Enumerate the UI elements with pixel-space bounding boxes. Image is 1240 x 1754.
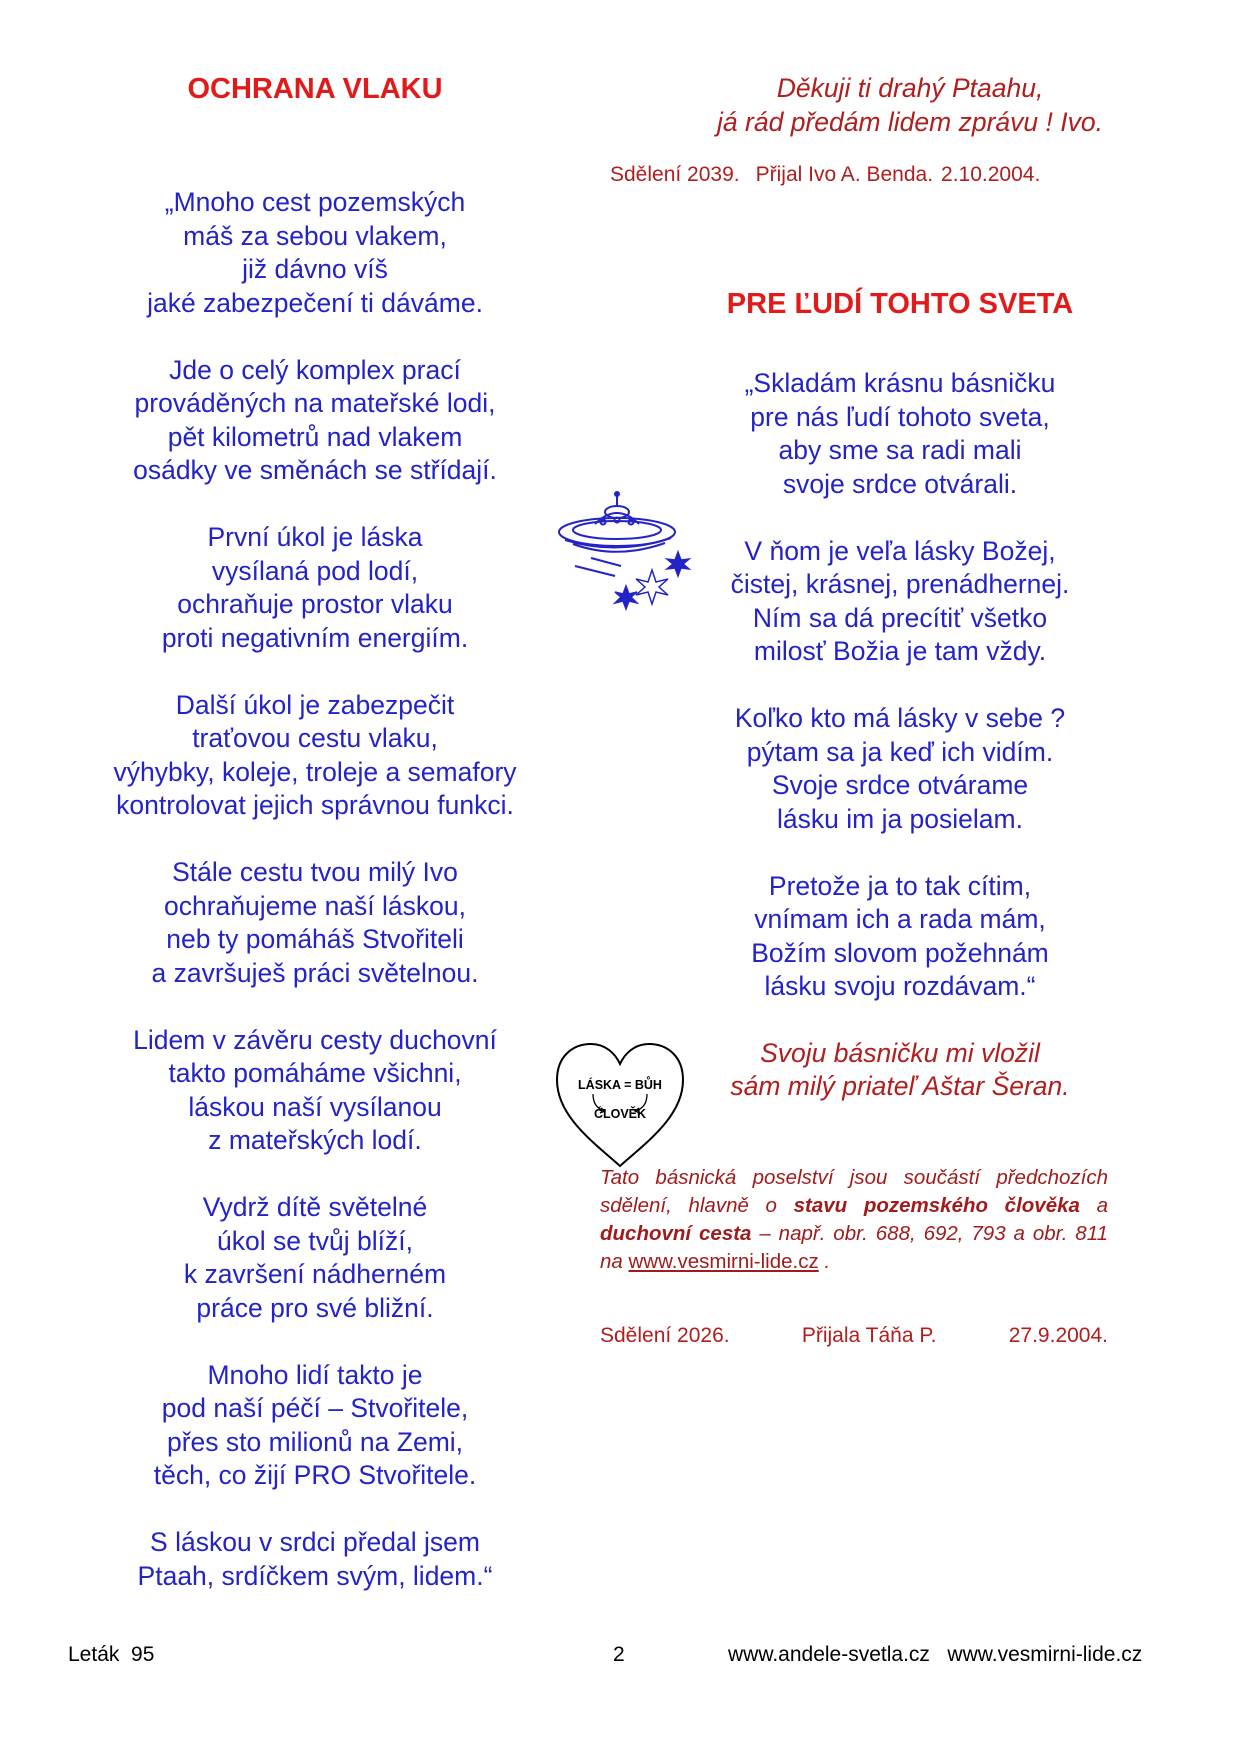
poem-line: traťovou cestu vlaku, bbox=[192, 723, 438, 753]
poem-line: „Mnoho cest pozemských bbox=[164, 187, 466, 217]
poem-line: Lidem v závěru cesty duchovní bbox=[133, 1024, 497, 1055]
footer-leaflet: Leták 95 bbox=[68, 1643, 155, 1666]
poem-line: pět kilometrů nad vlakem bbox=[167, 421, 463, 452]
poem-line: proti negativním energiím. bbox=[161, 622, 469, 653]
poem-line: svoje srdce otvárali. bbox=[782, 468, 1018, 499]
poem-stanza bbox=[70, 1359, 560, 1493]
poem-line: První úkol je láska bbox=[207, 522, 423, 552]
poem-line: Ptaah, srdíčkem svým, lidem.“ bbox=[137, 1560, 493, 1591]
signature-line: Svoju básničku mi vložil bbox=[760, 1037, 1040, 1068]
message-number: Sdělení 2026. bbox=[600, 1323, 730, 1347]
poem-stanza bbox=[70, 689, 560, 823]
poem-line: již dávno víš bbox=[242, 254, 388, 284]
message-receiver: Přijala Táňa P. bbox=[801, 1323, 937, 1347]
poem-line: Další úkol je zabezpečit bbox=[175, 689, 455, 720]
source-note: Tato básnická poselství jsou součástí předchozích sdělení, hlavně o stavu pozemského člověka a duchovní cesta – např. obr. 688, 692, 793 a obr. 811 na www.vesmirni-lide.cz . bbox=[600, 1165, 1108, 1273]
thanks-note bbox=[630, 72, 1190, 139]
poem-line: aby sme sa radi mali bbox=[778, 435, 1022, 465]
poem-line: pýtam sa ja keď ich vidím. bbox=[746, 736, 1054, 767]
poem-stanza bbox=[620, 535, 1180, 669]
left-poem-title: OCHRANA VLAKU bbox=[187, 73, 443, 105]
poem-stanza bbox=[70, 186, 560, 320]
poem-line: a završuješ práci světelnou. bbox=[151, 957, 479, 988]
poem-line: máš za sebou vlakem, bbox=[183, 220, 447, 251]
poem-line: neb ty pomáháš Stvořiteli bbox=[166, 924, 464, 954]
heart-text-top: LÁSKA = BŮH bbox=[578, 1078, 662, 1092]
poem-line: lásku svoju rozdávam.“ bbox=[764, 971, 1036, 1001]
poem-stanza bbox=[620, 870, 1180, 1004]
poem-line: Stále cestu tvou milý Ivo bbox=[172, 857, 458, 887]
website-link[interactable]: www.vesmirni-lide.cz bbox=[628, 1249, 819, 1273]
poem-line: Božím slovom požehnám bbox=[751, 937, 1049, 968]
message-date: 2.10.2004. bbox=[941, 163, 1041, 186]
poem-line: V ňom je veľa lásky Božej, bbox=[744, 535, 1056, 566]
poem-line: výhybky, koleje, troleje a semafory bbox=[113, 756, 517, 787]
poem-line: Vydrž dítě světelné bbox=[202, 1192, 428, 1222]
right-poem bbox=[620, 367, 1180, 1004]
poem-line: z mateřských lodí. bbox=[208, 1125, 422, 1155]
poem-stanza bbox=[70, 856, 560, 990]
note-topic: stavu pozemského člověka bbox=[793, 1193, 1080, 1217]
signature-line: sám milý priateľ Aštar Šeran. bbox=[730, 1071, 1070, 1101]
poem-line: Pretože ja to tak cítim, bbox=[768, 870, 1032, 901]
poem-line: přes sto milionů na Zemi, bbox=[166, 1426, 464, 1457]
page-number: 2 bbox=[613, 1643, 625, 1666]
poem-line: vysílaná pod lodí, bbox=[211, 555, 419, 586]
poem-stanza bbox=[70, 1191, 560, 1325]
right-poem-title: PRE ĽUDÍ TOHTO SVETA bbox=[726, 288, 1074, 320]
poem-line: Svoje srdce otvárame bbox=[771, 770, 1029, 800]
poem-line: vnímam ich a rada mám, bbox=[754, 904, 1046, 934]
poem-line: k završení nádherném bbox=[183, 1259, 447, 1289]
poem-line: láskou naší vysílanou bbox=[188, 1091, 442, 1122]
ufo-illustration bbox=[555, 490, 700, 615]
heart-text-bottom: ČLOVĚK bbox=[593, 1107, 647, 1121]
poem-line: pod naší péčí – Stvořitele, bbox=[161, 1393, 469, 1423]
note-topic: duchovní cesta bbox=[600, 1221, 752, 1245]
poem-line: ochraňuje prostor vlaku bbox=[177, 589, 453, 619]
poem-line: „Skladám krásnu básničku bbox=[744, 368, 1056, 398]
message-receiver: Přijal Ivo A. Benda. bbox=[755, 163, 934, 186]
poem-stanza bbox=[70, 1024, 560, 1158]
footer-links[interactable]: www.andele-svetla.cz www.vesmirni-lide.cz bbox=[728, 1643, 1143, 1666]
poem-line: čistej, krásnej, prenádhernej. bbox=[730, 569, 1070, 599]
poem-stanza bbox=[70, 521, 560, 655]
poem-line: Ním sa dá precítiť všetko bbox=[752, 602, 1048, 633]
message-info-1 bbox=[610, 161, 1185, 189]
poem-line: prováděných na mateřské lodi, bbox=[134, 388, 496, 418]
message-number: Sdělení 2039. bbox=[610, 163, 740, 186]
poem-stanza bbox=[70, 354, 560, 488]
thanks-line: Děkuji ti drahý Ptaahu, bbox=[776, 73, 1044, 103]
poem-line: takto pomáháme všichni, bbox=[168, 1058, 462, 1088]
message-date: 27.9.2004. bbox=[1008, 1323, 1108, 1347]
poem-line: osádky ve směnách se střídají. bbox=[133, 455, 497, 485]
left-column bbox=[70, 72, 560, 1593]
poem-line: S láskou v srdci předal jsem bbox=[150, 1527, 480, 1557]
thanks-line: já rád předám lidem zprávu ! Ivo. bbox=[717, 106, 1103, 137]
poem-line: lásku im ja posielam. bbox=[777, 803, 1023, 834]
poem-line: milosť Božia je tam vždy. bbox=[753, 636, 1047, 666]
poem-line: ochraňujeme naší láskou, bbox=[164, 890, 466, 921]
poem-line: těch, co žijí PRO Stvořitele. bbox=[153, 1460, 477, 1490]
poem-stanza bbox=[70, 1526, 560, 1593]
poem-line: Mnoho lidí takto je bbox=[207, 1359, 423, 1390]
poem-line: Koľko kto má lásky v sebe ? bbox=[734, 703, 1066, 733]
message-info-2 bbox=[600, 1322, 1108, 1350]
poem-stanza bbox=[620, 367, 1180, 501]
poem-line: kontrolovat jejich správnou funkci. bbox=[116, 790, 514, 820]
poem-line: pre nás ľudí tohoto sveta, bbox=[750, 401, 1050, 432]
poem-stanza bbox=[620, 702, 1180, 836]
poem-line: úkol se tvůj blíží, bbox=[217, 1225, 413, 1256]
poem-line: práce pro své bližní. bbox=[196, 1292, 434, 1323]
poem-line: Jde o celý komplex prací bbox=[169, 354, 461, 385]
poem-line: jaké zabezpečení ti dáváme. bbox=[147, 287, 483, 318]
left-poem bbox=[70, 186, 560, 1593]
poem-signature bbox=[620, 1037, 1180, 1104]
heart-illustration bbox=[553, 1038, 688, 1173]
